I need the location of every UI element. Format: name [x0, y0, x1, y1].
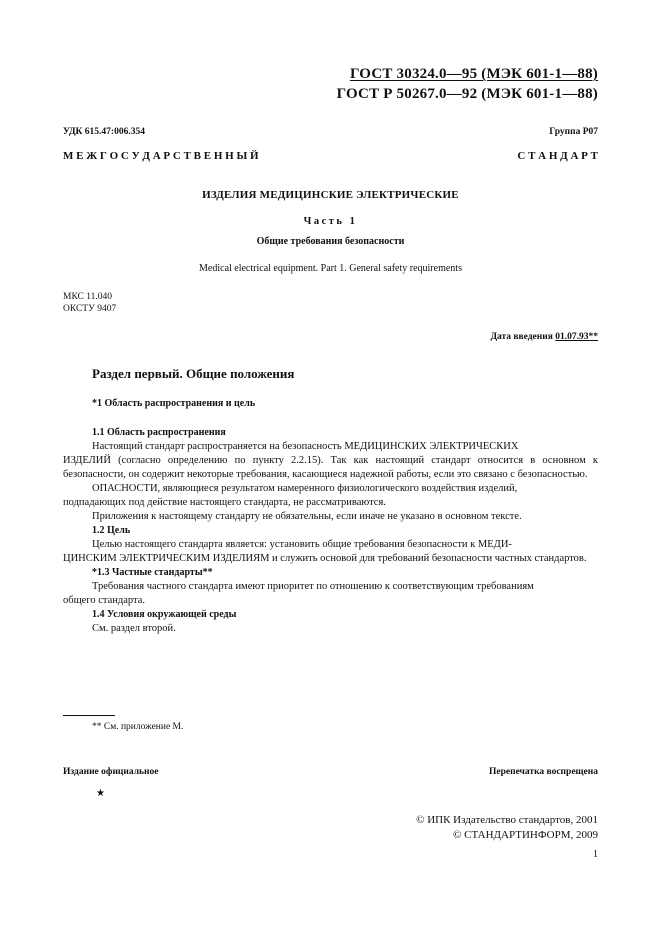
paragraph-particular-line1: Требования частного стандарта имеют приоритет по отношению к соответствующим требованиям	[92, 581, 534, 592]
reprint-prohibited-label: Перепечатка воспрещена	[488, 767, 598, 777]
intro-date	[490, 332, 598, 342]
group-code: Группа Р07	[549, 127, 598, 137]
heading-1-1: 1.1 Область распространения	[92, 427, 226, 438]
english-title: Medical electrical equipment. Part 1. General safety requirements	[199, 263, 462, 274]
document-subtitle: Общие требования безопасности	[256, 236, 405, 247]
classification-codes	[63, 291, 116, 315]
star-icon: ★	[96, 788, 105, 799]
heading-1-2: 1.2 Цель	[92, 525, 131, 536]
mks-code: МКС 11.040	[63, 292, 113, 302]
banner-word-standard: С Т А Н Д А Р Т	[517, 150, 598, 162]
footnote: ** См. приложение М.	[92, 722, 184, 732]
heading-1-4: 1.4 Условия окружающей среды	[92, 609, 237, 620]
udk-code: УДК 615.47:006.354	[63, 127, 145, 137]
copyright-line-1: © ИПК Издательство стандартов, 2001	[416, 814, 598, 826]
standard-number-secondary: ГОСТ Р 50267.0—92 (МЭК 601-1—88)	[336, 86, 598, 102]
intro-date-label: Дата введения	[490, 332, 553, 342]
okstu-code: ОКСТУ 9407	[63, 304, 117, 314]
part-label: Часть 1	[303, 216, 358, 227]
document-title: ИЗДЕЛИЯ МЕДИЦИНСКИЕ ЭЛЕКТРИЧЕСКИЕ	[202, 189, 459, 201]
intro-date-value: 01.07.93**	[555, 332, 598, 342]
paragraph-purpose-line1: Целью настоящего стандарта является: установить общие требования безопасности к МЕДИ-	[92, 539, 512, 550]
paragraph-purpose-cont: ЦИНСКИМ ЭЛЕКТРИЧЕСКИМ ИЗДЕЛИЯМ и служить основой для требований безопасности частных стандартов.	[63, 553, 587, 564]
heading-1-3: *1.3 Частные стандарты**	[92, 567, 213, 578]
copyright-line-2: © СТАНДАРТИНФОРМ, 2009	[453, 829, 598, 841]
paragraph-scope-line1: Настоящий стандарт распространяется на безопасность МЕДИЦИНСКИХ ЭЛЕКТРИЧЕСКИХ	[92, 441, 519, 452]
section-title: Раздел первый. Общие положения	[92, 366, 295, 381]
page-number: 1	[593, 849, 598, 860]
footnote-separator	[63, 715, 115, 716]
official-edition-label: Издание официальное	[63, 767, 159, 777]
subsection-heading: *1 Область распространения и цель	[92, 398, 256, 409]
banner-word-interstate: М Е Ж Г О С У Д А Р С Т В Е Н Н Ы Й	[63, 150, 259, 162]
paragraph-particular-cont: общего стандарта.	[63, 595, 146, 606]
standard-number-primary: ГОСТ 30324.0—95 (МЭК 601-1—88)	[349, 66, 598, 82]
paragraph-scope-cont: ИЗДЕЛИЙ (согласно определению по пункту 2.2.15). Так как настоящий стандарт относится в основном к безопасности, он содержит некоторые требования, касающиеся надежной работы, если это связано с безопасностью.	[63, 455, 598, 480]
document-body	[63, 366, 598, 636]
interstate-standard-banner	[63, 150, 598, 162]
paragraph-hazards-cont: подпадающих под действие настоящего стандарта, не рассматриваются.	[63, 497, 386, 508]
paragraph-environment: См. раздел второй.	[92, 623, 176, 634]
paragraph-appendices: Приложения к настоящему стандарту не обязательны, если иначе не указано в основном тексте.	[92, 511, 522, 522]
paragraph-hazards-line1: ОПАСНОСТИ, являющиеся результатом намеренного физиологического воздействия изделий,	[92, 483, 518, 494]
